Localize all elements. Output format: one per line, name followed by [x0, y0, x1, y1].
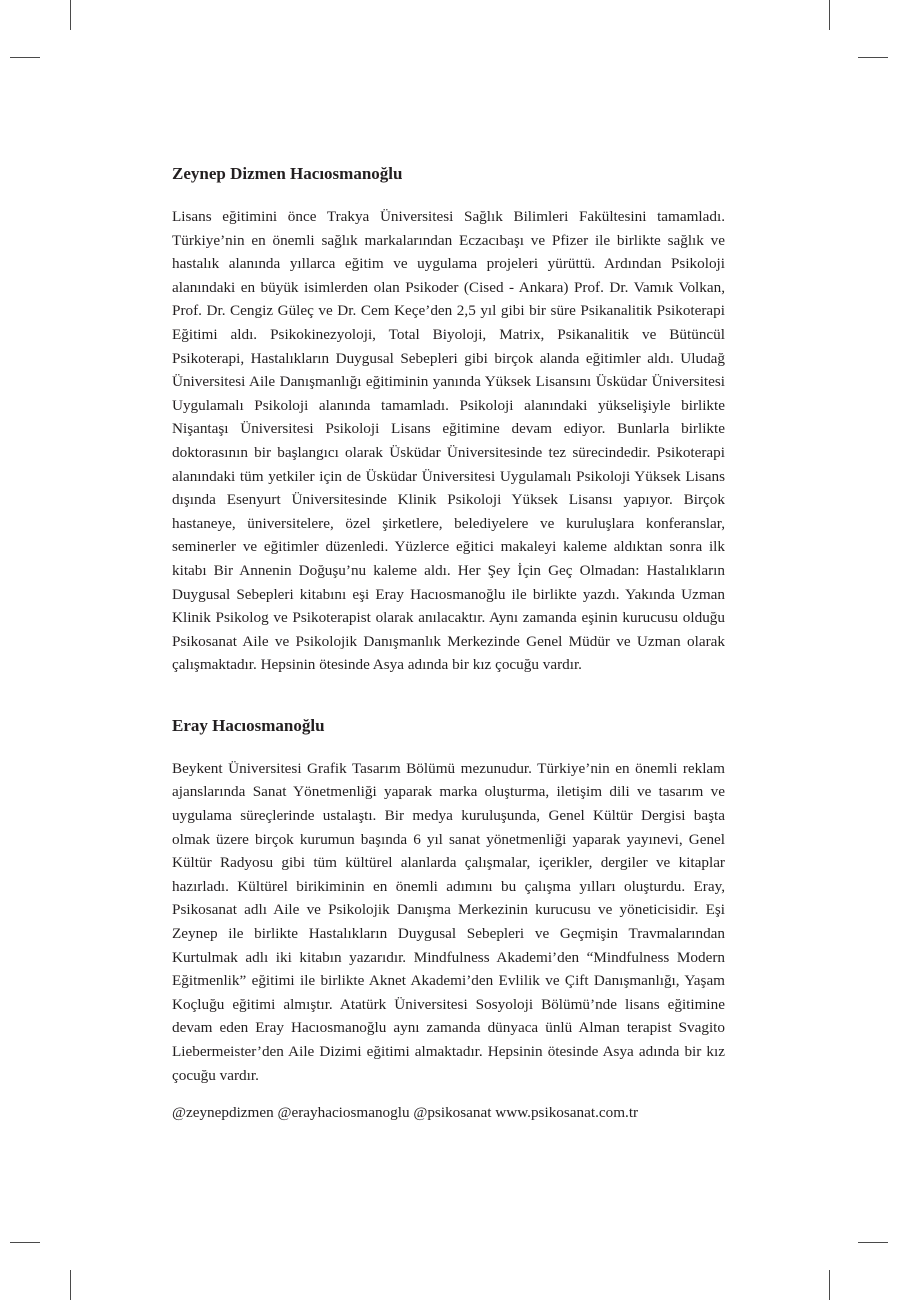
author-bio-paragraph: Beykent Üniversitesi Grafik Tasarım Bölümü mezunudur. Türkiye’nin en önemli reklam ajanslarında Sanat Yönetmenliği yaparak marka oluşturma, iletişim dili ve tasarım ve uygulama süreçlerinde ustalaştı. Bir medya kuruluşunda, Genel Kültür Dergisi başta olmak üzere birçok kurumun başında 6 yıl sanat yönetmenliği yaparak yayınevi, Genel Kültür Radyosu gibi tüm kültürel alanlarda çalışmalar, içerikler, dergiler ve kitaplar hazırladı. Kültürel birikiminin en önemli adımını bu çalışma yılları oluşturdu. Eray, Psikosanat adlı Aile ve Psikolojik Danışma Merkezinin kurucusu ve yöneticisidir. Eşi Zeynep ile birlikte Hastalıkların Duygusal Sebepleri ve Geçmişin Travmalarından Kurtulmak adlı iki kitabın yazarıdır. Mindfulness Akademi’den “Mindfulness Modern Eğitmenlik” eğitimi ile birlikte Aknet Akademi’den Evlilik ve Çift Danışmanlığı, Yaşam Koçluğu eğitimi almıştır. Atatürk Üniversitesi Sosyoloji Bölümü’nde lisans eğitimine devam eden Eray Hacıosmanoğlu aynı zamanda dünyaca ünlü Alman terapist Svagito Liebermeister’den Aile Dizimi eğitimi almaktadır. Hepsinin ötesinde Asya adında bir kız çocuğu vardır.	[172, 759, 725, 1084]
author-bios	[172, 162, 725, 1125]
crop-mark-top-right-horizontal	[858, 57, 888, 58]
crop-mark-bottom-right-horizontal	[858, 1242, 888, 1243]
crop-mark-bottom-left-horizontal	[10, 1242, 40, 1243]
crop-mark-top-left-vertical	[70, 0, 71, 30]
author-section-zeynep	[172, 162, 725, 677]
crop-mark-top-right-vertical	[829, 0, 830, 30]
author-bio-paragraph: Lisans eğitimini önce Trakya Üniversitesi Sağlık Bilimleri Fakültesini tamamladı. Türkiye’nin en önemli sağlık markalarından Eczacıbaşı ve Pfizer ile birlikte sağlık ve hastalık alanında yıllarca eğitim ve uygulama projeleri yürüttü. Ardından Psikoloji alanındaki en büyük isimlerden olan Psikoder (Cised - Ankara) Prof. Dr. Vamık Volkan, Prof. Dr. Cengiz Güleç ve Dr. Cem Keçe’den 2,5 yıl gibi bir süre Psikanalitik Psikoterapi Eğitimi aldı. Psikokinezyoloji, Total Biyoloji, Matrix, Psikanalitik ve Bütüncül Psikoterapi, Hastalıkların Duygusal Sebepleri gibi birçok alanda eğitimler aldı. Uludağ Üniversitesi Aile Danışmanlığı eğitiminin yanında Yüksek Lisansını Üsküdar Üniversitesi Uygulamalı Psikoloji alanında tamamladı. Psikoloji alanındaki yükselişiyle birlikte Nişantaşı Üniversitesi Psikoloji Lisans eğitimine devam ediyor. Bunlarla birlikte doktorasının bir başlangıcı olarak Üsküdar Üniversitesinde tez sürecindedir. Psikoterapi alanındaki tüm yetkiler için de Üsküdar Üniversitesi Uygulamalı Psikoloji Yüksek Lisans dışında Esenyurt Üniversitesinde Klinik Psikoloji Yüksek Lisansı yapıyor. Birçok hastaneye, üniversitelere, özel şirketlere, belediyelere ve kuruluşlara konferanslar, seminerler ve eğitimler düzenledi. Yüzlerce eğitici makaleyi kaleme aldıktan sonra ilk kitabı Bir Annenin Doğuşu’nu kaleme aldı. Her Şey İçin Geç Olmadan: Hastalıkların Duygusal Sebepleri kitabını eşi Eray Hacıosmanoğlu ile birlikte yazdı. Yakında Uzman Klinik Psikolog ve Psikoterapist olarak anılacaktır. Aynı zamanda eşinin kurucusu olduğu Psikosanat Aile ve Psikolojik Danışmanlık Merkezinde Genel Müdür ve Uzman olarak çalışmaktadır. Hepsinin ötesinde Asya adında bir kız çocuğu vardır.	[172, 208, 725, 674]
crop-mark-top-left-horizontal	[10, 57, 40, 58]
author-name-heading: Zeynep Dizmen Hacıosmanoğlu	[172, 164, 403, 183]
social-handles: @zeynepdizmen @erayhaciosmanoglu @psikosanat www.psikosanat.com.tr	[172, 1104, 639, 1122]
author-section-eray	[172, 714, 725, 1087]
crop-mark-bottom-left-vertical	[70, 1270, 71, 1300]
crop-mark-bottom-right-vertical	[829, 1270, 830, 1300]
author-name-heading: Eray Hacıosmanoğlu	[172, 715, 325, 735]
